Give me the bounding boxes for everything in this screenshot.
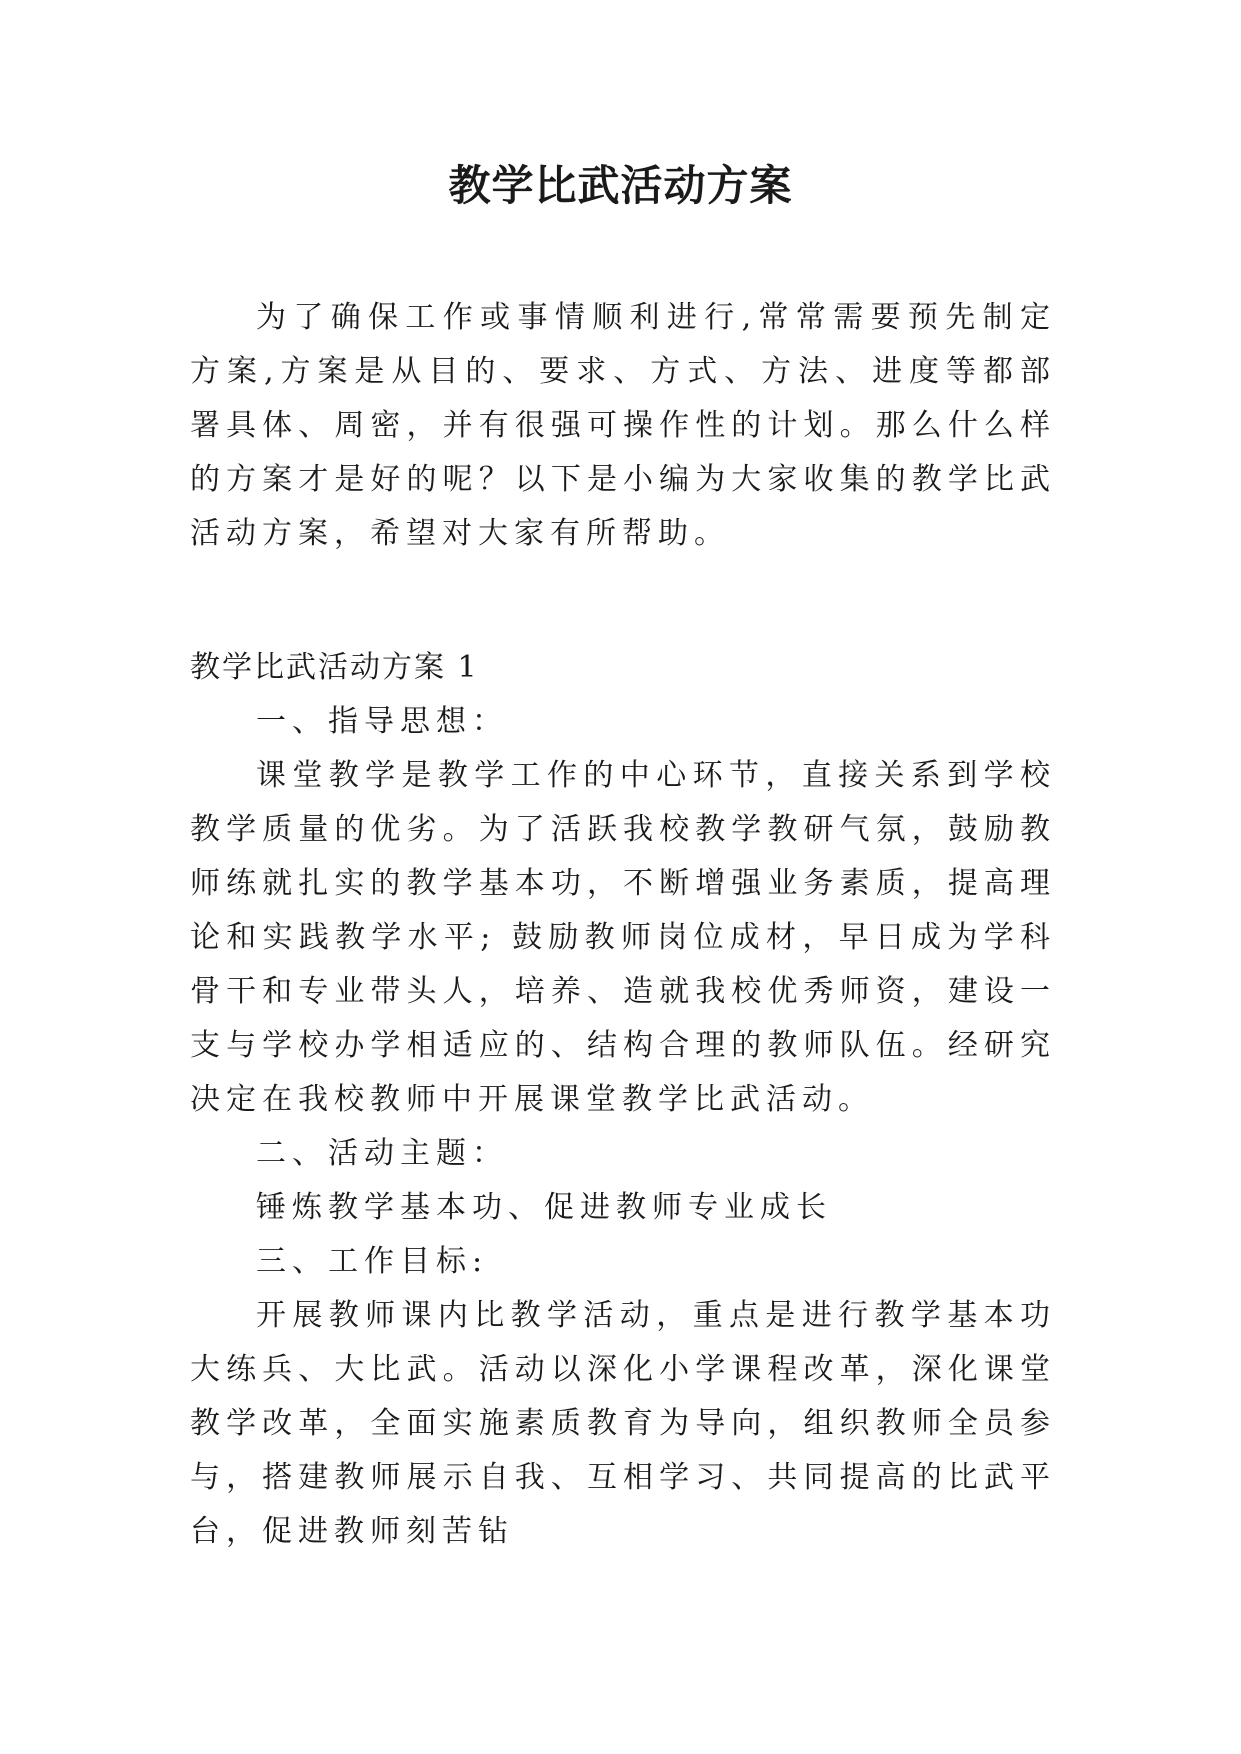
heading-work-goals: 三、工作目标: xyxy=(256,1244,489,1279)
section-body xyxy=(190,695,1056,1559)
section-heading: 教学比武活动方案 1 xyxy=(190,650,479,685)
paragraph-work-goals: 开展教师课内比教学活动，重点是进行教学基本功大练兵、大比武。活动以深化小学课程改革，深化课堂教学改革，全面实施素质教育为导向，组织教师全员参与，搭建教师展示自我、互相学习、共同提高的比武平台，促进教师刻苦钻 xyxy=(190,1298,1056,1549)
paragraph-guiding-ideology: 课堂教学是教学工作的中心环节，直接关系到学校教学质量的优劣。为了活跃我校教学教研气氛，鼓励教师练就扎实的教学基本功，不断增强业务素质，提高理论和实践教学水平; 鼓励教师岗位成材，早日成为学科骨干和专业带头人，培养、造就我校优秀师资，建设一支与学校办学相适应的、结构合理的教师队伍。经研究决定在我校教师中开展课堂教学比武活动。 xyxy=(190,758,1056,1117)
paragraph-activity-theme: 锤炼教学基本功、促进教师专业成长 xyxy=(256,1190,832,1225)
heading-activity-theme: 二、活动主题： xyxy=(256,1136,508,1171)
intro-paragraph: 为了确保工作或事情顺利进行,常常需要预先制定方案,方案是从目的、要求、方式、方法、进度等都部署具体、周密，并有很强可操作性的计划。那么什么样的方案才是好的呢？以下是小编为大家收集的教学比武活动方案，希望对大家有所帮助。 xyxy=(190,300,1056,551)
heading-guiding-ideology: 一、指导思想： xyxy=(256,704,508,739)
document-title: 教学比武活动方案 xyxy=(448,161,793,210)
